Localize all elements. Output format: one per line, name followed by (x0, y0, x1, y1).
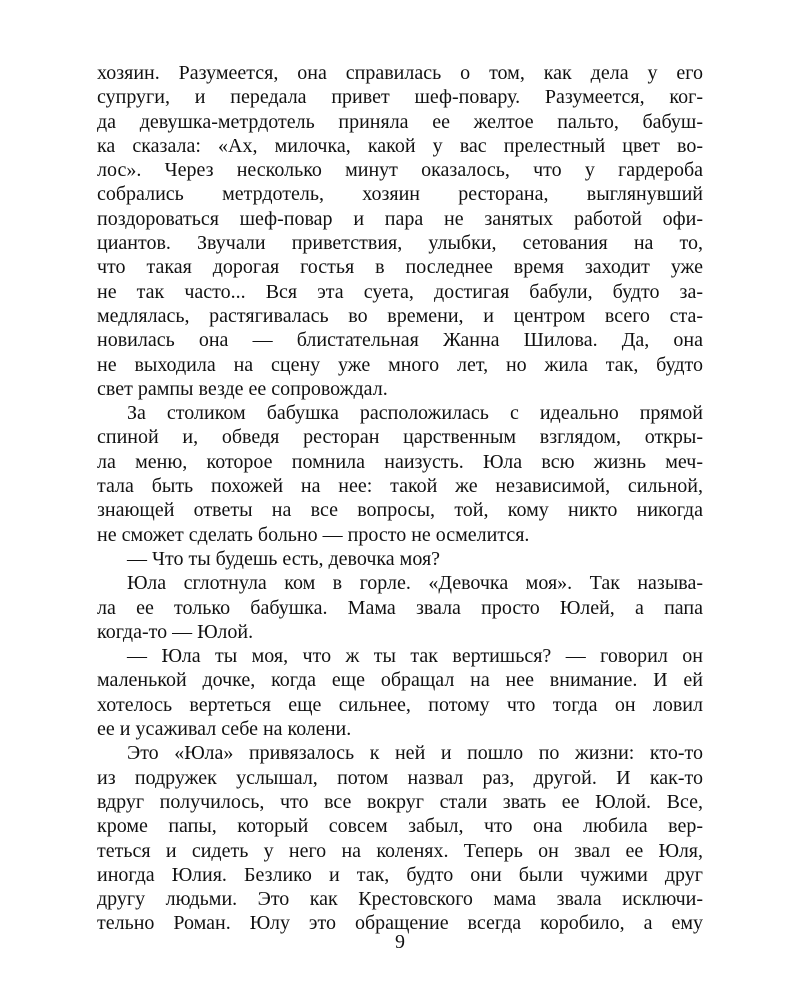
text-line: — Юла ты моя, что ж ты так вертишься? — говорил он (127, 645, 703, 668)
text-line: За столиком бабушка расположилась с идеально прямой (127, 402, 703, 425)
text-line: Это «Юла» привязалось к ней и пошло по жизни: кто-то (127, 742, 703, 765)
text-line: ла меню, которое помнила наизусть. Юла всю жизнь меч- (97, 450, 703, 473)
text-line: собрались метрдотель, хозяин ресторана, выглянувший (97, 183, 703, 206)
text-line: хотелось вертеться еще сильнее, потому что тогда он ловил (97, 693, 703, 716)
text-line: маленькой дочке, когда еще обращал на нее внимание. И ей (97, 669, 703, 692)
text-line: когда-то — Юлой. (97, 620, 254, 643)
text-line: иногда Юлия. Безлико и так, будто они были чужими друг (97, 863, 703, 886)
text-line: лос». Через несколько минут оказалось, что у гардероба (97, 159, 703, 182)
text-line: новилась она — блистательная Жанна Шилова. Да, она (97, 329, 703, 352)
text-line: что такая дорогая гостья в последнее время заходит уже (97, 256, 703, 279)
text-line: циантов. Звучали приветствия, улыбки, сетования на то, (97, 232, 703, 255)
text-line: теться и сидеть у него на коленях. Теперь он звал ее Юля, (97, 839, 703, 862)
text-line: другу людьми. Это как Крестовского мама звала исключи- (97, 888, 703, 911)
text-line: ла ее только бабушка. Мама звала просто Юлей, а папа (97, 596, 703, 619)
text-line: не выходила на сцену уже много лет, но жила так, будто (97, 353, 703, 376)
text-line: ее и усаживал себе на колени. (97, 718, 352, 741)
text-line: поздороваться шеф-повар и пара не занятых работой офи- (97, 207, 703, 230)
text-line: тельно Роман. Юлу это обращение всегда коробило, а ему (97, 912, 703, 935)
text-line: супруги, и передала привет шеф-повару. Разумеется, ког- (97, 86, 703, 109)
text-line: тала быть похожей на нее: такой же независимой, сильной, (97, 475, 703, 498)
text-line: — Что ты будешь есть, девочка моя? (127, 547, 441, 570)
body-text (97, 61, 703, 936)
text-line: знающей ответы на все вопросы, той, кому никто никогда (97, 499, 703, 522)
text-line: спиной и, обведя ресторан царственным взглядом, откры- (97, 426, 703, 449)
text-line: не так часто... Вся эта суета, достигая бабули, будто за- (97, 280, 703, 303)
text-line: кроме папы, который совсем забыл, что она любила вер- (97, 815, 703, 838)
text-line: свет рампы везде ее сопровождал. (97, 377, 388, 400)
text-line: хозяин. Разумеется, она справилась о том, как дела у его (97, 62, 703, 84)
text-line: не сможет сделать больно — просто не осмелится. (97, 523, 530, 546)
text-line: вдруг получилось, что все вокруг стали звать ее Юлой. Все, (97, 790, 703, 813)
text-line: медлялась, растягивалась во времени, и центром всего ста- (97, 304, 703, 327)
page-number: 9 (395, 931, 405, 953)
text-line: ка сказала: «Ах, милочка, какой у вас прелестный цвет во- (97, 134, 703, 157)
text-line: Юла сглотнула ком в горле. «Девочка моя». Так называ- (127, 572, 703, 595)
text-line: да девушка-метрдотель приняла ее желтое пальто, бабуш- (97, 110, 703, 133)
text-line: из подружек услышал, потом назвал раз, другой. И как-то (97, 766, 703, 789)
